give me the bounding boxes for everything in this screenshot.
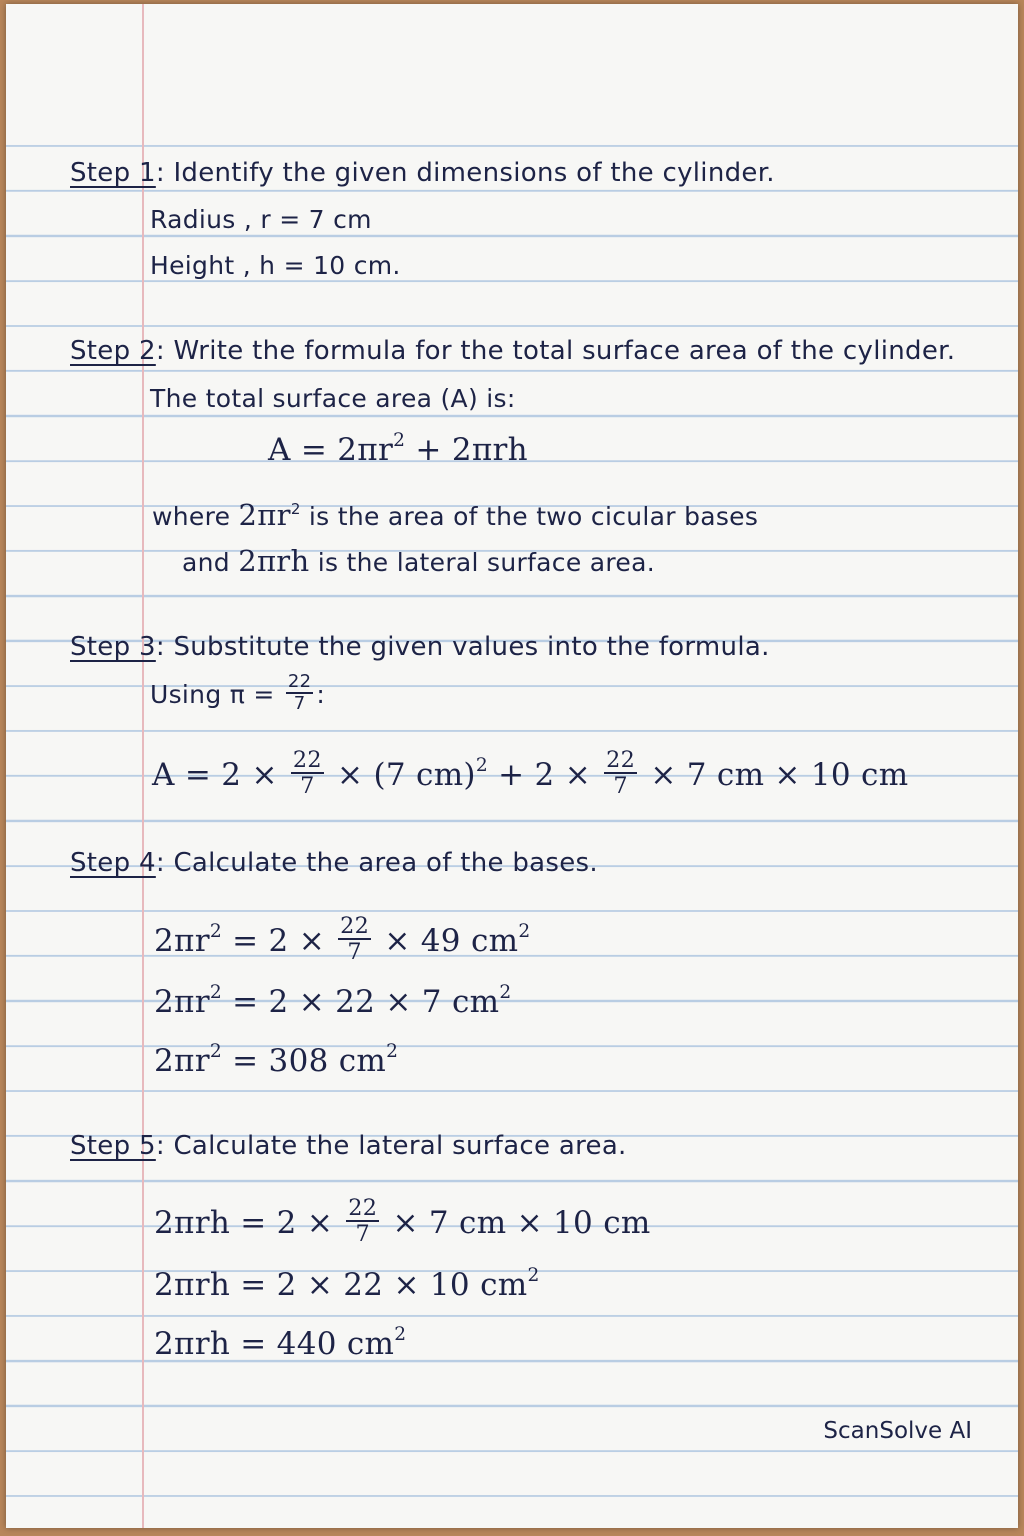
step5-line1 <box>154 1195 651 1249</box>
step1-radius: Radius , r = 7 cm <box>150 205 372 234</box>
and-prefix: and <box>182 548 239 577</box>
step3-using: Using π = $\frac{22}{7}$ : <box>150 671 326 714</box>
step2-formula <box>268 432 528 468</box>
frac-num: 22 <box>340 913 370 939</box>
rhs: = 440 cm <box>230 1326 395 1362</box>
and-text: is the lateral surface area. <box>309 548 655 577</box>
using-pi: Using π = <box>150 680 275 709</box>
rhs-a: = 2 × <box>221 922 326 959</box>
fraction-22-7 <box>291 749 324 798</box>
rhs: = 308 cm <box>221 1043 387 1079</box>
where-expr: 2πr <box>238 498 291 532</box>
frac-den: 7 <box>613 773 628 800</box>
lhs: 2πrh <box>154 1267 231 1303</box>
formula-term-bases: A = 2πr <box>268 432 394 468</box>
notebook-page <box>6 4 1018 1528</box>
lhs: 2πrh <box>154 1326 231 1362</box>
lhs: 2πrh <box>154 1204 231 1241</box>
step2-where <box>152 498 758 532</box>
step1-heading: Step 1: Identify the given dimensions of the cylinder. <box>70 158 775 188</box>
fraction-22-7 <box>604 749 637 798</box>
step2-heading: Step 2: Write the formula for the total surface area of the cylinder. <box>70 336 956 366</box>
brand-signature: ScanSolve AI <box>823 1418 972 1444</box>
frac-den: 7 <box>347 939 362 966</box>
fraction-22-7 <box>346 1197 379 1246</box>
superscript: 2 <box>209 1041 222 1063</box>
step4-title: Calculate the area of the bases. <box>173 848 598 878</box>
formula-term-lateral: + 2πrh <box>405 432 528 468</box>
rhs: = 2 × 22 × 7 cm <box>221 984 500 1020</box>
subst-part-c: + 2 × <box>487 756 591 793</box>
superscript: 2 <box>499 982 512 1004</box>
frac-den: 7 <box>355 1221 371 1248</box>
where-text: is the area of the two cicular bases <box>300 502 759 531</box>
superscript: 2 <box>290 499 301 518</box>
step3-label: Step 3 <box>70 632 156 662</box>
step2-label: Step 2 <box>70 336 156 366</box>
where-prefix: where <box>152 502 239 531</box>
frac-den: 7 <box>300 773 315 800</box>
frac-num: 22 <box>348 1195 378 1221</box>
superscript: 2 <box>209 920 222 942</box>
superscript: 2 <box>394 1324 407 1346</box>
step3-title: Substitute the given values into the formula. <box>173 632 770 662</box>
frac-num: 22 <box>287 671 312 692</box>
step4-label: Step 4 <box>70 848 156 878</box>
subst-part-a: A = 2 × <box>152 756 278 793</box>
step1-title: Identify the given dimensions of the cylinder. <box>173 158 775 188</box>
step3-substitution <box>152 747 909 801</box>
superscript: 2 <box>386 1041 399 1063</box>
and-expr: 2πrh <box>238 544 310 578</box>
margin-line <box>142 4 144 1528</box>
fraction-22-7 <box>338 915 371 964</box>
step1-label: Step 1 <box>70 158 156 188</box>
step2-and <box>182 544 655 578</box>
superscript: 2 <box>475 754 488 776</box>
frac-num: 22 <box>606 747 636 773</box>
rhs: = 2 × 22 × 10 cm <box>230 1267 528 1303</box>
step3-heading: Step 3: Substitute the given values into the formula. <box>70 632 770 662</box>
step5-label: Step 5 <box>70 1131 156 1161</box>
rhs-b: × 49 cm <box>384 922 519 959</box>
lhs: 2πr <box>154 1043 210 1079</box>
step5-heading: Step 5: Calculate the lateral surface area. <box>70 1131 627 1161</box>
frac-den: 7 <box>293 693 306 714</box>
step2-title: Write the formula for the total surface area of the cylinder. <box>173 336 956 366</box>
superscript: 2 <box>209 982 222 1004</box>
step5-line2 <box>154 1267 540 1303</box>
step5-title: Calculate the lateral surface area. <box>173 1131 627 1161</box>
subst-part-d: × 7 cm × 10 cm <box>650 756 909 793</box>
rhs-a: = 2 × <box>230 1204 334 1241</box>
lhs: 2πr <box>154 922 210 959</box>
step4-line1 <box>154 913 531 967</box>
superscript: 2 <box>393 430 406 452</box>
frac-num: 22 <box>292 747 322 773</box>
step4-line3 <box>154 1043 398 1079</box>
superscript: 2 <box>527 1265 540 1287</box>
step4-heading: Step 4: Calculate the area of the bases. <box>70 848 598 878</box>
step5-line3 <box>154 1326 406 1362</box>
step2-intro: The total surface area (A) is: <box>150 384 516 413</box>
lhs: 2πr <box>154 984 210 1020</box>
rhs-b: × 7 cm × 10 cm <box>392 1204 651 1241</box>
step4-line2 <box>154 984 511 1020</box>
fraction-22-7 <box>286 673 314 713</box>
step1-height: Height , h = 10 cm. <box>150 251 401 280</box>
superscript: 2 <box>518 920 531 942</box>
subst-part-b: × (7 cm) <box>337 756 476 793</box>
